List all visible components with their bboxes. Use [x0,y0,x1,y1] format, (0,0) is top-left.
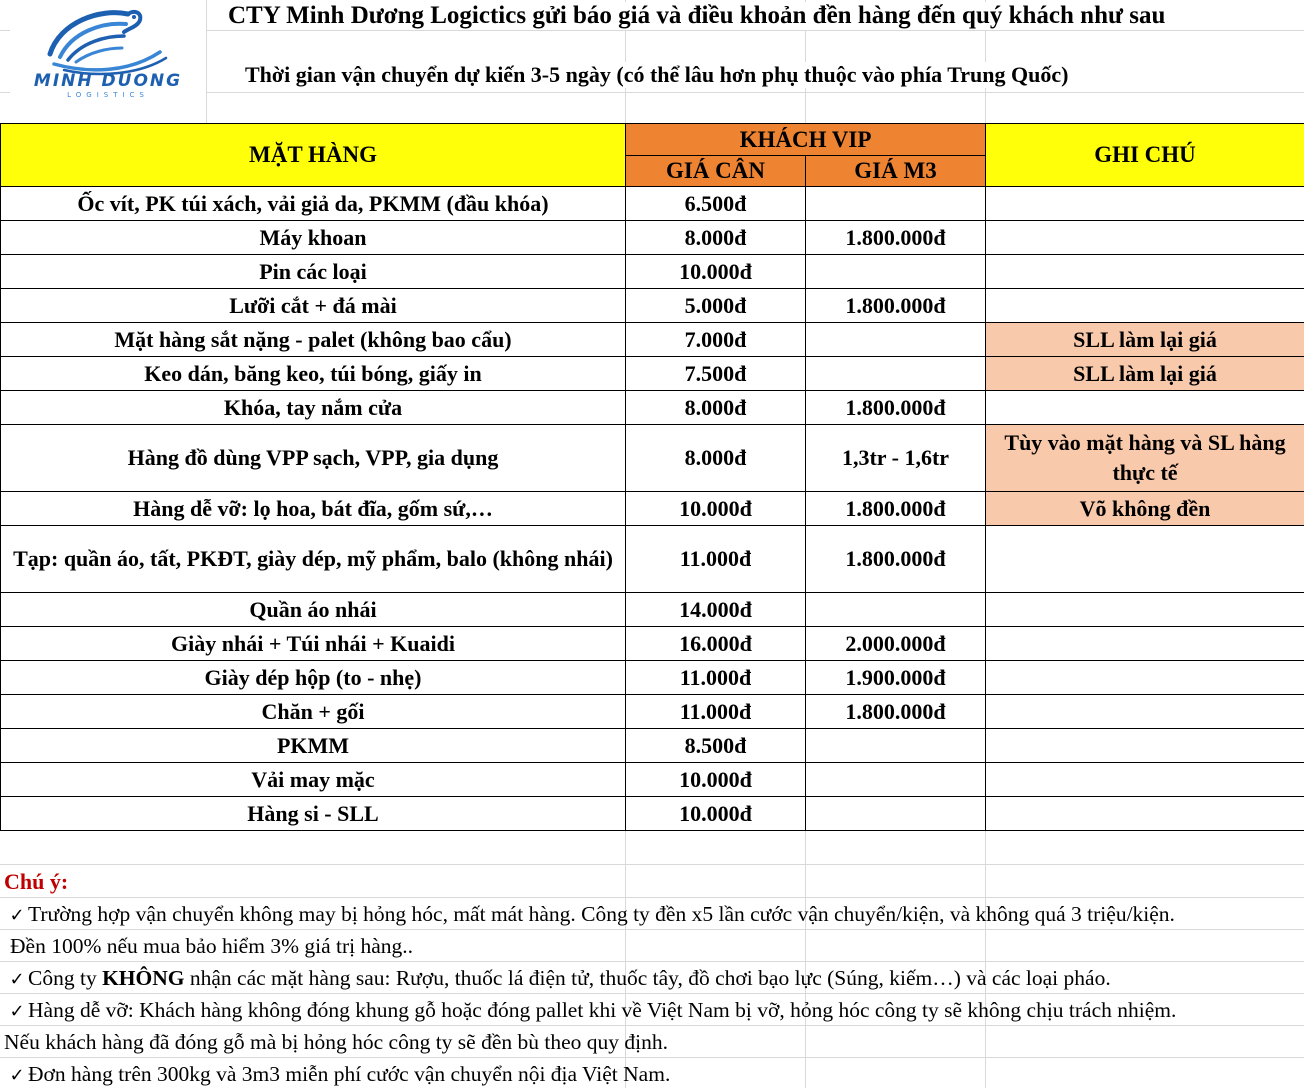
item-cell: Khóa, tay nắm cửa [1,391,626,425]
eagle-logo-icon [10,2,206,98]
item-cell: Hàng si - SLL [1,797,626,831]
item-cell: Máy khoan [1,221,626,255]
page-title: CTY Minh Dương Logictics gửi báo giá và điều khoản đền hàng đến quý khách như sau [228,2,1171,30]
header-weight-price: GIÁ CÂN [626,156,806,187]
item-cell: Vải may mặc [1,763,626,797]
item-cell: PKMM [1,729,626,763]
table-row [1,593,1304,627]
weight-price-cell: 16.000đ [626,627,806,661]
note-cell [986,187,1304,221]
note-line-6 [6,1058,670,1090]
weight-price-cell: 11.000đ [626,526,806,593]
note-emphasis: KHÔNG [102,966,184,990]
note-cell [986,526,1304,593]
m3-price-cell [806,187,986,221]
note-text: nhận các mặt hàng sau: Rượu, thuốc lá điện tử, thuốc tây, đồ chơi bạo lực (Súng, kiếm…) và các loại pháo. [185,966,1111,990]
note-cell [986,627,1304,661]
note-cell [986,593,1304,627]
note-cell [986,255,1304,289]
item-cell: Mặt hàng sắt nặng - palet (không bao cẩu) [1,323,626,357]
item-cell: Pin các loại [1,255,626,289]
note-cell [986,221,1304,255]
header-m3-price: GIÁ M3 [806,156,986,187]
item-cell: Hàng đồ dùng VPP sạch, VPP, gia dụng [1,425,626,492]
table-row [1,221,1304,255]
note-line-2: Đền 100% nếu mua bảo hiểm 3% giá trị hàng.. [10,930,413,962]
m3-price-cell [806,729,986,763]
table-row [1,492,1304,526]
item-cell: Keo dán, băng keo, túi bóng, giấy in [1,357,626,391]
table-row [1,187,1304,221]
m3-price-cell [806,323,986,357]
weight-price-cell: 7.500đ [626,357,806,391]
m3-price-cell: 1.800.000đ [806,695,986,729]
item-cell: Chăn + gối [1,695,626,729]
price-table [0,123,1304,831]
note-line-5: Nếu khách hàng đã đóng gỗ mà bị hỏng hóc công ty sẽ đền bù theo quy định. [4,1026,668,1058]
m3-price-cell: 1.800.000đ [806,289,986,323]
m3-price-cell: 1,3tr - 1,6tr [806,425,986,492]
item-cell: Ốc vít, PK túi xách, vải giả da, PKMM (đầu khóa) [1,187,626,221]
note-cell [986,391,1304,425]
header-item: MẶT HÀNG [1,124,626,187]
note-text: Đơn hàng trên 300kg và 3m3 miễn phí cước vận chuyển nội địa Việt Nam. [28,1062,670,1086]
m3-price-cell: 1.900.000đ [806,661,986,695]
m3-price-cell [806,763,986,797]
table-row [1,797,1304,831]
item-cell: Tạp: quần áo, tất, PKĐT, giày dép, mỹ phẩm, balo (không nhái) [1,526,626,593]
note-cell [986,729,1304,763]
item-cell: Quần áo nhái [1,593,626,627]
m3-price-cell: 1.800.000đ [806,526,986,593]
weight-price-cell: 8.000đ [626,425,806,492]
note-cell [986,661,1304,695]
weight-price-cell: 8.500đ [626,729,806,763]
table-row [1,425,1304,492]
check-icon: ✓ [6,964,28,996]
table-row [1,695,1304,729]
m3-price-cell: 1.800.000đ [806,492,986,526]
table-row [1,357,1304,391]
check-icon: ✓ [6,996,28,1028]
item-cell: Lưỡi cắt + đá mài [1,289,626,323]
weight-price-cell: 5.000đ [626,289,806,323]
weight-price-cell: 10.000đ [626,492,806,526]
page-subtitle: Thời gian vận chuyển dự kiến 3-5 ngày (có thể lâu hơn phụ thuộc vào phía Trung Quốc) [245,62,1068,88]
header-vip-group: KHÁCH VIP [626,124,986,156]
note-cell: Tùy vào mặt hàng và SL hàng thực tế [986,425,1304,492]
caution-label: Chú ý: [4,866,68,898]
note-text: Trường hợp vận chuyển không may bị hỏng hóc, mất mát hàng. Công ty đền x5 lần cước vận chuyển/kiện, và không quá 3 triệu/kiện. [28,902,1175,926]
weight-price-cell: 6.500đ [626,187,806,221]
m3-price-cell [806,357,986,391]
table-row [1,729,1304,763]
note-line-1 [6,898,1175,930]
note-text: Hàng dễ vỡ: Khách hàng không đóng khung gỗ hoặc đóng pallet khi về Việt Nam bị vỡ, hỏng hóc công ty sẽ không chịu trách nhiệm. [28,998,1176,1022]
m3-price-cell: 1.800.000đ [806,391,986,425]
check-icon: ✓ [6,900,28,932]
note-cell: Võ không đền [986,492,1304,526]
weight-price-cell: 11.000đ [626,661,806,695]
item-cell: Giày nhái + Túi nhái + Kuaidi [1,627,626,661]
weight-price-cell: 7.000đ [626,323,806,357]
weight-price-cell: 8.000đ [626,391,806,425]
m3-price-cell: 1.800.000đ [806,221,986,255]
logo-subtext: LOGISTICS [67,91,149,98]
m3-price-cell: 2.000.000đ [806,627,986,661]
note-cell [986,289,1304,323]
company-logo [10,2,206,98]
note-cell: SLL làm lại giá [986,357,1304,391]
weight-price-cell: 14.000đ [626,593,806,627]
m3-price-cell [806,797,986,831]
table-row [1,289,1304,323]
note-cell [986,695,1304,729]
check-icon: ✓ [6,1060,28,1092]
weight-price-cell: 10.000đ [626,797,806,831]
m3-price-cell [806,593,986,627]
item-cell: Giày dép hộp (to - nhẹ) [1,661,626,695]
logo-text: MINH DUONG [34,71,182,91]
table-row [1,661,1304,695]
weight-price-cell: 10.000đ [626,255,806,289]
m3-price-cell [806,255,986,289]
header-note: GHI CHÚ [986,124,1304,187]
table-row [1,391,1304,425]
table-row [1,323,1304,357]
note-cell [986,797,1304,831]
note-text: Công ty [28,966,102,990]
table-row [1,763,1304,797]
note-cell [986,763,1304,797]
note-line-4 [6,994,1176,1026]
table-row [1,255,1304,289]
note-cell: SLL làm lại giá [986,323,1304,357]
table-row [1,627,1304,661]
table-row [1,526,1304,593]
note-line-3 [6,962,1111,994]
item-cell: Hàng dễ vỡ: lọ hoa, bát đĩa, gốm sứ,… [1,492,626,526]
weight-price-cell: 11.000đ [626,695,806,729]
weight-price-cell: 8.000đ [626,221,806,255]
weight-price-cell: 10.000đ [626,763,806,797]
